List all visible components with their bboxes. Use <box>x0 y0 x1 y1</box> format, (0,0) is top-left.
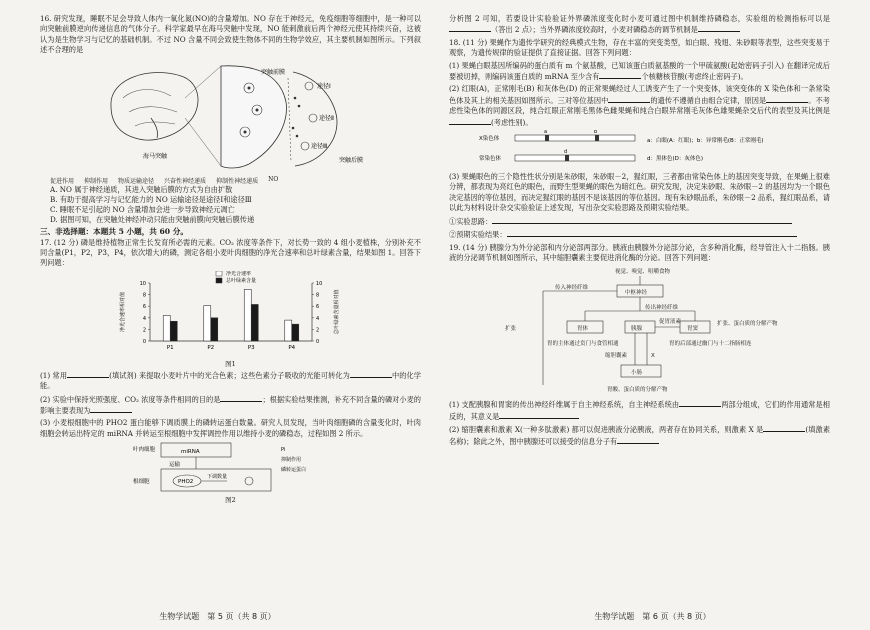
legend-label-0: 净光合速率 <box>225 270 251 277</box>
legend-excitatory: 兴奋性神经递质 <box>164 177 207 185</box>
mirna-label: miRNA <box>180 449 200 456</box>
q16-option-b: B. 有助于提高学习与记忆能力的 NO 运输途径是途径Ⅰ和途径Ⅲ <box>50 194 252 204</box>
answer-blank[interactable] <box>492 216 792 224</box>
answer-blank[interactable] <box>350 370 392 378</box>
presynaptic-neuron <box>221 65 286 167</box>
answer-blank[interactable] <box>766 95 808 103</box>
q18-sub1-a: (1) 果蝇白眼基因所编码的蛋白质有 m 个氨基酸，已知该蛋白质氨基酸的一个甲硫氨酸(起始密码子引入) 在翻译完成后要被切掉，则编码该蛋白质的 mRNA 至少含有 <box>449 60 830 82</box>
question-19-stem: 19. (14 分) 胰腺分为外分泌部和内分泌部两部分。胰液由胰腺外分泌部分泌，含多种消化酶，经导管注入十二指肠。胰液的分泌调节机制如图所示，其中缩胆囊素主要促进消化酶的分泌。回答下列问题： <box>449 242 830 262</box>
x-chromosome-label: X染色体 <box>478 136 499 143</box>
q16-option-d: D. 据图可知，在突触处神经冲动只能由突触前膜向突触后膜传递 <box>50 214 255 224</box>
q18-sub2 <box>449 84 830 128</box>
q18-sub2-d: (考虑性别)。 <box>491 117 533 127</box>
y-tick-label-right: 4 <box>315 315 319 322</box>
legend-swatch-1 <box>216 278 222 283</box>
right-page-footer: 生物学试题 第 6 页（共 8 页） <box>594 612 711 621</box>
y-tick-label-left: 4 <box>142 315 146 322</box>
q18-sub2-b: 的遗传不遵循自由组合定律，原因是 <box>650 95 767 105</box>
q16-option-c: C. 睡眠不足引起的 NO 含量增加会进一步导致神经元凋亡 <box>50 204 235 214</box>
autosome-label: 常染色体 <box>478 156 501 163</box>
answer-blank[interactable] <box>90 405 132 413</box>
question-18-stem: 18. (11 分) 果蝇作为遗传学研究的经典模式生物，存在丰富的突变类型，如白眼、残翅、朱砂眼等表型，这些突变易于观察，为遗传规律的验证提供了直接证据。回答下列问题： <box>449 37 830 58</box>
q17-sub1 <box>40 370 421 392</box>
q17-sub2-a: (2) 实验中保持光照强度、CO₂ 浓度等条件相同的目的是 <box>40 394 221 404</box>
section-title: 三、非选择题：本题共 5 小题，共 60 分。 <box>40 226 188 236</box>
answer-blank[interactable] <box>507 229 797 237</box>
no-mechanism-figure <box>81 58 381 174</box>
legend-no: NO <box>268 175 279 183</box>
bar-P1-chlorophyll <box>170 321 177 341</box>
answer-blank[interactable] <box>599 71 641 79</box>
legend-inhibit: 抑制作用 <box>84 177 109 185</box>
path-1-label: 途径Ⅰ <box>316 82 331 90</box>
bar-P3-net-photosynthesis <box>244 289 251 341</box>
figure-2-diagram <box>131 441 331 493</box>
legend-inhibitory: 抑制性神经递质 <box>216 177 259 185</box>
question-17-stem: 17. (12 分) 磷是维持植物正常生长发育所必需的元素。CO₂ 浓度等条件下，对长势一致的 4 组小麦植株，分别补充不同含量(P1，P2，P3，P4，依次增大)的磷，测定各组小麦叶肉细胞的净光合速率和总叶绿素含量，结果如图 1。回答下列问题： <box>40 237 421 268</box>
y-tick-label-left: 8 <box>142 292 146 299</box>
legend-inhibit-2: 抑制作用 <box>280 457 301 464</box>
svg-text:b: b <box>593 130 597 136</box>
q18-sub3: (3) 果蝇眼色的三个隐性性状分别是朱砂眼，朱砂眼－2，猩红眼，三者都由常染色体上的基因突变导致，在果蝇上很难分辨，都表现为亮红色的眼色，而野生型果蝇的眼色为暗红色。研究发现，决定朱砂眼、朱砂眼－2 的基因均为一个眼色决定基因的等位基因，而决定猩红眼的基因不是该基因的等位基因。现有朱砂眼品系，朱砂眼－2 品系，猩红眼品系，请以此为材料设计杂交实验验证上述发现，写出杂交实验思路及预期实验结果。 <box>449 172 830 213</box>
center-nerve-label: 中枢神经 <box>624 290 647 297</box>
bar-P1-net-photosynthesis <box>163 315 170 341</box>
x-tick-label: P1 <box>166 344 174 351</box>
transport-label: 运输 <box>168 462 180 469</box>
legend-transporter: 磷转运蛋白 <box>280 467 306 474</box>
question-16-stem: 16. 研究发现，睡眠不足会导致人体内一氧化氮(NO)的含量增加。NO 存在于神经元，免疫细胞等细胞中，是一种可以向突触前膜逆向传递信息的气体分子。科学家最早在海马突触中发现，NO 能刺激前后两个神经元使其持续兴奋，这被认为是生物学习与记忆的基础机制。不过 NO 含量不同会致使生物体不同的生物学效应，其主要机制如图所示。下列叙述不合理的是 <box>40 14 421 55</box>
right-page <box>435 0 870 630</box>
q18-sub2-c: 。不考虑性染色体的同源区段，纯合红眼正常刚毛黑体色雌果蝇和纯合白眼异常刚毛灰体色雄果蝇杂交后代的表型及其比例是 <box>449 95 830 116</box>
afferent-label: 传入神经纤维 <box>554 285 588 292</box>
q17-sub2-b: ；根据实验结果推测，补充不同含量的磷对小麦的影响主要表现为 <box>40 394 421 416</box>
pancreas-regulation-diagram <box>475 265 805 397</box>
legend-promote: 促进作用 <box>50 177 75 185</box>
q18-sub3b <box>449 229 830 240</box>
q19-sub1-a: (1) 支配胰腺和胃窦的传出神经纤维属于自主神经系统，自主神经系统由 <box>449 400 680 410</box>
y-tick-label-left: 0 <box>142 338 146 345</box>
stomach-box-label: 胃体 <box>576 326 588 333</box>
figure-legend <box>50 176 421 185</box>
answer-blank[interactable] <box>67 370 109 378</box>
q17-continuation <box>449 14 830 36</box>
q16-option-a: A. NO 属于神经递质，其进入突触后膜的方式为自由扩散 <box>50 184 233 194</box>
q17-cont-a: 分析图 2 可知，若要设计实验验证外界磷浓度变化时小麦可通过图中机制维持磷稳态，实验组的检测指标可以是 <box>449 14 830 23</box>
q18-sub3a-label: ①实验思路： <box>449 216 493 226</box>
antrum-sub-label: 胃的后部通过幽门与十二指肠相连 <box>668 341 752 348</box>
synapse-back-label: 突触后膜 <box>338 156 363 164</box>
answer-blank[interactable] <box>220 394 262 402</box>
y-tick-label-right: 10 <box>315 280 322 287</box>
bar-P3-chlorophyll <box>251 304 258 341</box>
bottom-label: 胃酸、蛋白质的分解产物 <box>606 387 668 394</box>
root-cell-label: 根细胞 <box>132 479 150 486</box>
answer-blank[interactable] <box>617 436 659 444</box>
x-tick-label: P2 <box>206 344 214 351</box>
path-2-label: 途径Ⅱ <box>318 114 334 122</box>
expand-label-2: 扩张、蛋白质的分解产物 <box>716 321 778 328</box>
answer-blank[interactable] <box>679 399 721 407</box>
bar-P4-net-photosynthesis <box>284 320 291 341</box>
q19-sub2 <box>449 424 830 447</box>
downregulate-label: 下调数量 <box>206 474 227 481</box>
bar-P2-net-photosynthesis <box>203 305 210 340</box>
antrum-box-label: 胃窦 <box>686 326 698 333</box>
q19-sub1 <box>449 399 830 422</box>
y-tick-label-right: 6 <box>315 304 319 311</box>
hippocampus-label: 海马突触 <box>142 152 167 160</box>
x-tick-label: P4 <box>287 344 295 351</box>
synapse-front-label: 突触前膜 <box>260 68 285 76</box>
chromosome-legend-2: d：黑体色(D：灰体色) <box>646 156 703 163</box>
q17-cont-b: （答出 2 点）；当外界磷浓度较高时，小麦对磷稳态的调节机制是 <box>491 25 698 35</box>
answer-blank[interactable] <box>608 95 650 103</box>
answer-blank[interactable] <box>449 117 491 125</box>
q19-sub2-b: (填激素名称)；除此之外，图中胰腺还可以接受的信息分子有 <box>449 425 831 446</box>
answer-blank[interactable] <box>499 411 579 419</box>
small-intestine-label: 小肠 <box>630 370 642 377</box>
answer-blank[interactable] <box>698 24 740 32</box>
y-tick-label-left: 2 <box>142 327 146 334</box>
gastrin-label: 促胃液素 <box>658 319 681 326</box>
svg-text:d: d <box>563 149 567 156</box>
svg-text:a: a <box>543 130 547 136</box>
q18-sub2-a: (2) 红眼(A)，正常刚毛(B) 和灰体色(D) 的正常果蝇经过人工诱变产生了一个突变体，该突变体的 X 染色体和一条常染色体及其上的相关基因如图所示。三对等位基因中 <box>449 84 830 105</box>
bar-P2-chlorophyll <box>210 318 217 341</box>
pho2-label: PHO2 <box>177 479 193 486</box>
y-tick-label-right: 2 <box>315 327 319 334</box>
brain-illustration <box>110 72 197 139</box>
stomach-sub-label: 胃的主体通过贲门与食管相通 <box>546 341 619 348</box>
q18-sub3a <box>449 216 830 227</box>
stimulus-label: 视觉、嗅觉、咀嚼食物 <box>614 269 670 276</box>
chromosome-legend-1: a：白眼(A：红眼)；b：异常刚毛(B：正常刚毛) <box>646 138 763 145</box>
path-3-label: 途径Ⅲ <box>310 142 327 150</box>
q18-sub1 <box>449 61 830 83</box>
cck-label: 缩胆囊素 <box>604 353 627 360</box>
q18-sub1-b: 个核糖核苷酸(考虑终止密码子)。 <box>641 72 748 82</box>
q17-sub1-a: (1) 常用 <box>40 370 68 380</box>
answer-blank[interactable] <box>763 424 805 432</box>
bar-P4-chlorophyll <box>291 324 298 341</box>
leaf-cell-label: 叶肉细胞 <box>132 447 155 454</box>
expand-label-1: 扩张 <box>504 326 516 333</box>
q17-sub1-c: 中的化学能。 <box>40 370 421 391</box>
y-tick-label-left: 6 <box>142 304 146 311</box>
y-axis-right-label: 总叶绿素含量相对值 <box>333 289 340 335</box>
q17-sub1-b: (填试剂) 来提取小麦叶片中的光合色素；这些色素分子吸收的光能可转化为 <box>109 370 350 380</box>
left-page-footer: 生物学试题 第 5 页（共 8 页） <box>159 612 276 621</box>
x-tick-label: P3 <box>247 344 255 351</box>
legend-swatch-0 <box>216 271 222 276</box>
q18-sub3b-label: ②预期实验结果： <box>449 230 507 240</box>
legend-transport: 物质运输途径 <box>118 177 155 185</box>
figure-2-caption: 图2 <box>225 496 236 505</box>
chromosome-figure <box>475 130 805 170</box>
answer-blank[interactable] <box>449 24 491 32</box>
q17-sub2 <box>40 394 421 417</box>
pancreas-box-label: 胰腺 <box>630 326 642 333</box>
y-tick-label-left: 10 <box>139 280 146 287</box>
q17-sub3: (3) 小麦根细胞中的 PHO2 蛋白能够下调质膜上的磷转运蛋白数量。研究人员发现，当叶肉细胞磷的含量变化时，叶肉细胞会转运出特定的 miRNA 并转运至根细胞中发挥调控作用以维持小麦的磷稳态，过程如图 2 所示。 <box>40 418 421 438</box>
figure-1-caption: 图1 <box>225 359 236 368</box>
y-tick-label-right: 0 <box>315 338 319 345</box>
hormone-x-label: X <box>650 353 655 360</box>
legend-label-1: 总叶绿素含量 <box>225 277 256 284</box>
legend-pi: Pi <box>280 447 285 454</box>
y-tick-label-right: 8 <box>315 292 319 299</box>
efferent-label: 传出神经纤维 <box>644 305 678 312</box>
q19-sub1-b: 两部分组成，它们的作用通常是相反的，其意义是 <box>449 400 830 421</box>
y-axis-left-label: 净光合速率相对值 <box>119 291 126 332</box>
q19-sub2-a: (2) 缩胆囊素和激素 X(一种多肽激素) 都可以促进胰液分泌胰液，两者存在协同关系，则激素 X 是 <box>449 425 764 435</box>
figure-1-bar-chart <box>116 271 346 357</box>
